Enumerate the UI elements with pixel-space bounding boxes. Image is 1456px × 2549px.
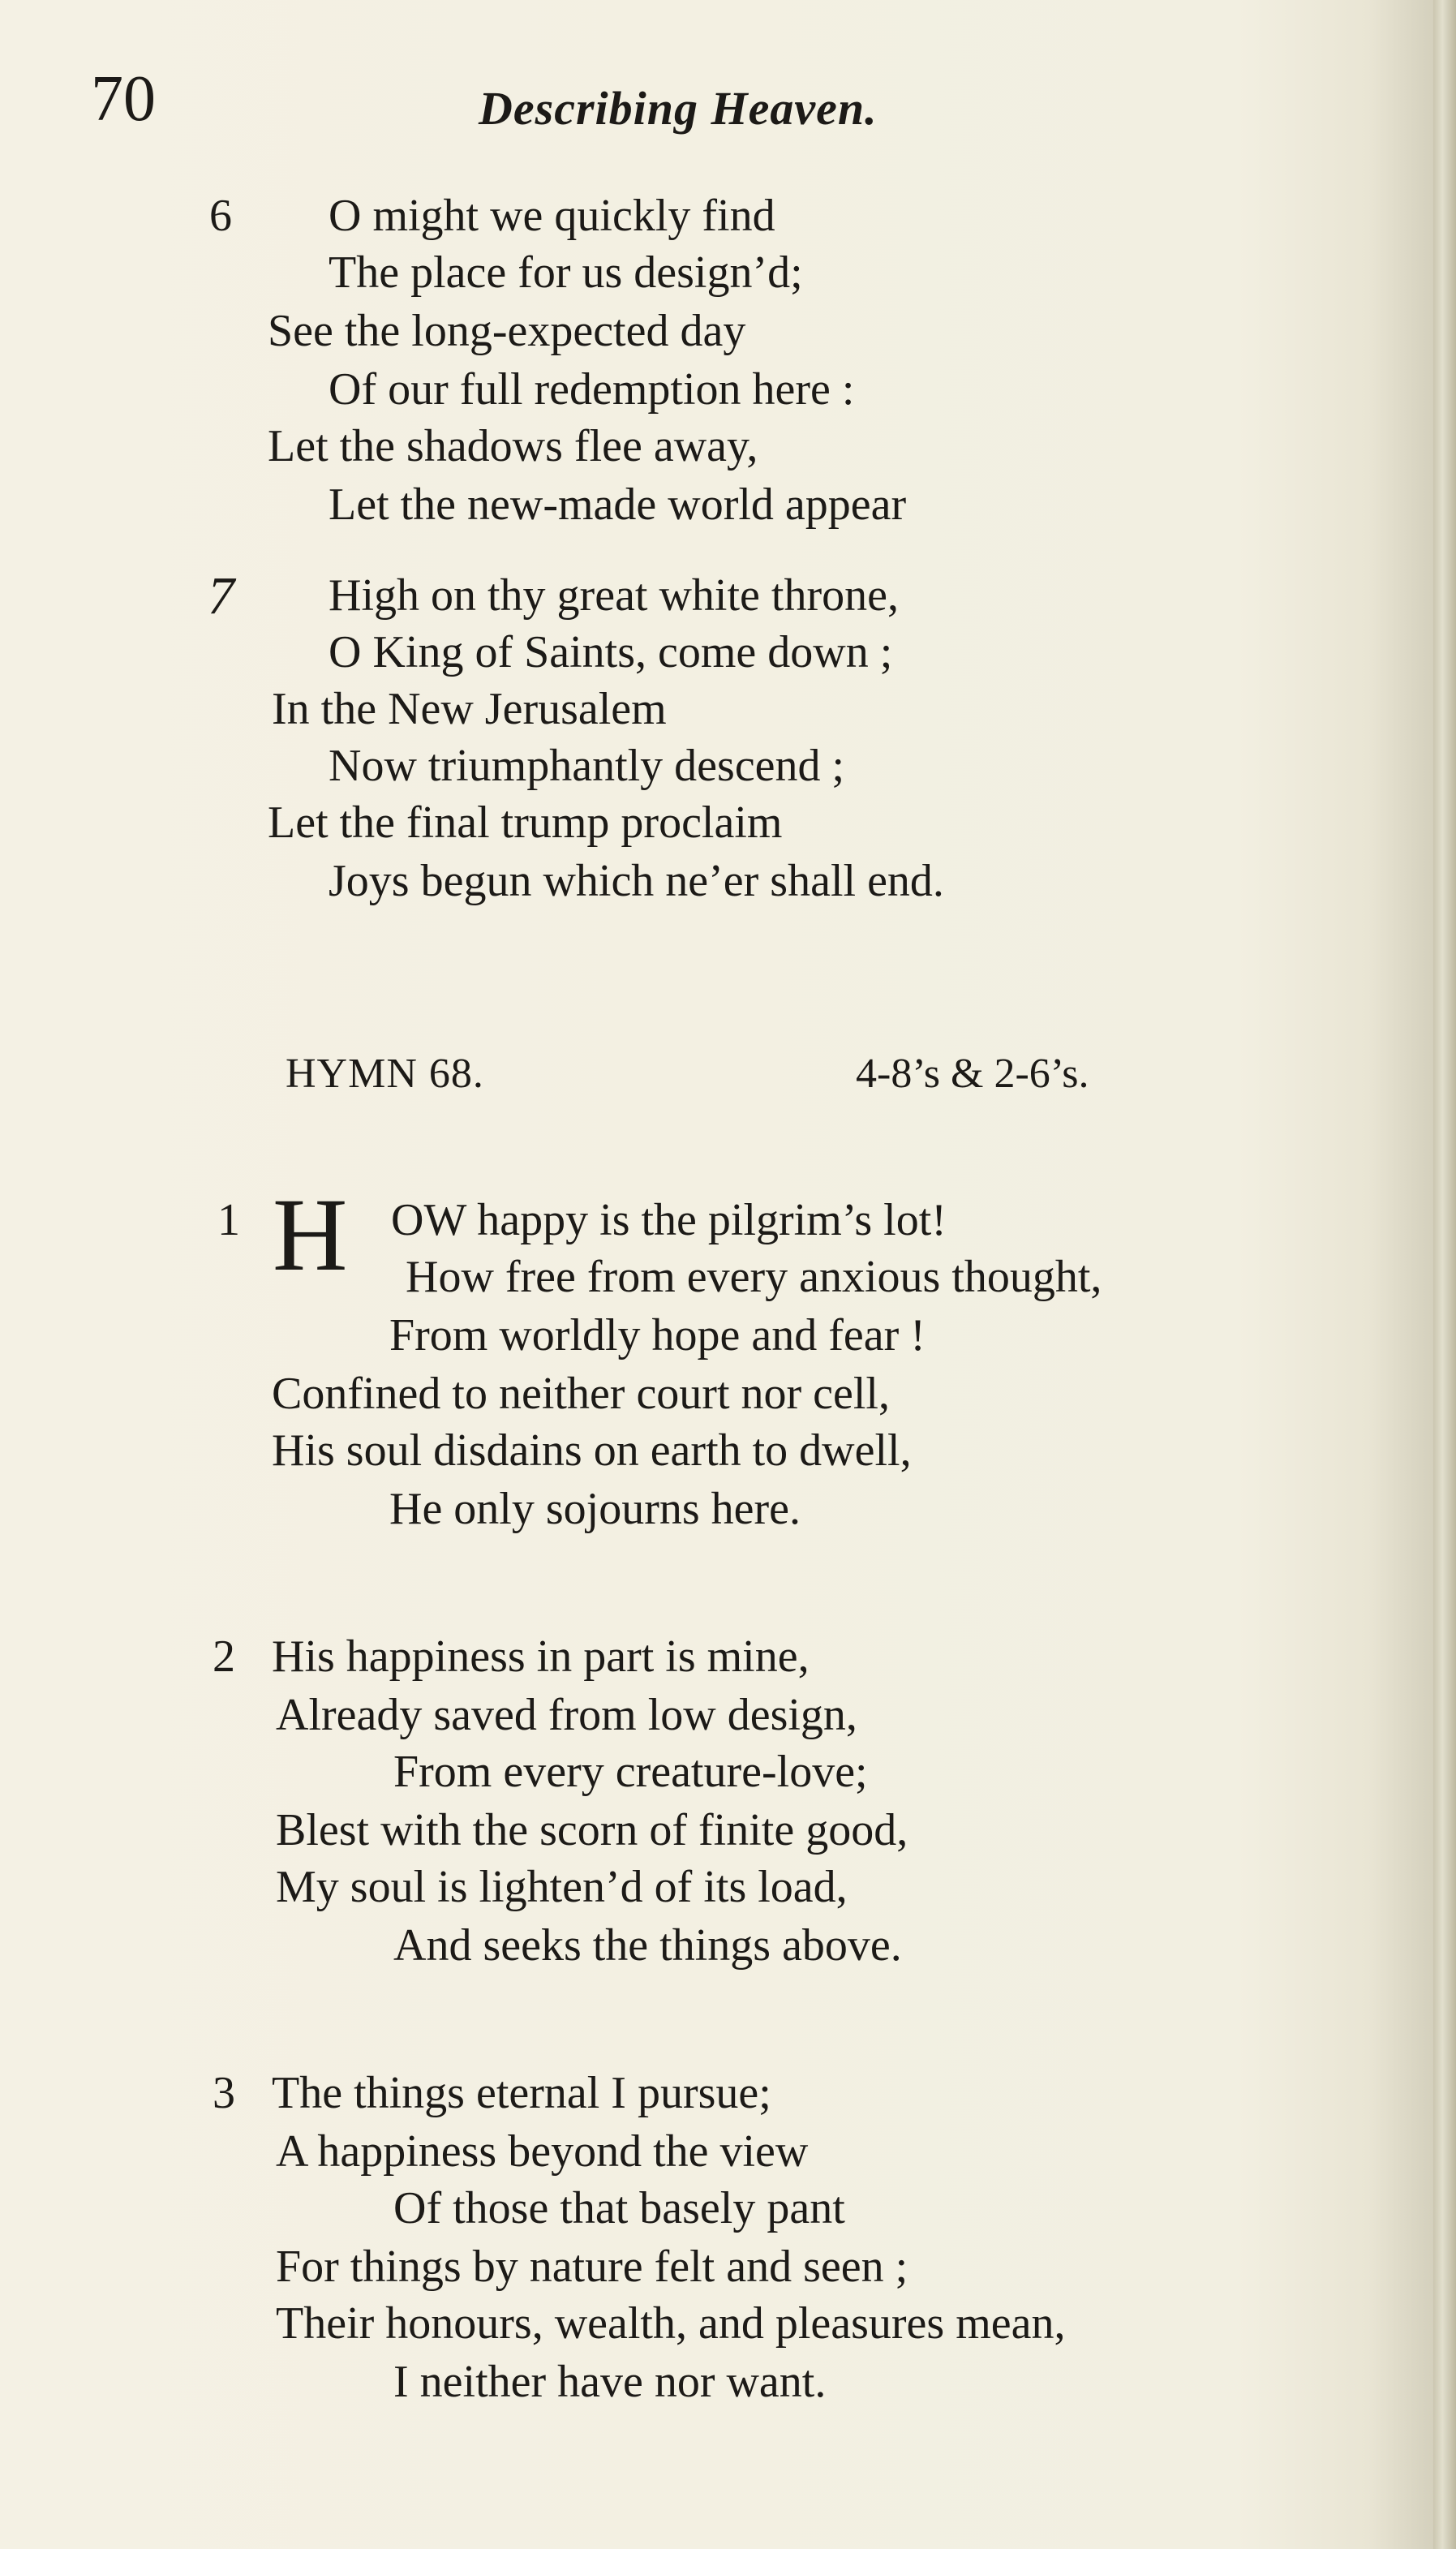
page-gutter-shadow [1433, 0, 1456, 2549]
verse-line: Blest with the scorn of finite good, [276, 1805, 908, 1855]
verse-line: O King of Saints, come down ; [329, 627, 893, 677]
verse-line: His soul disdains on earth to dwell, [272, 1425, 912, 1476]
hymn-meter: 4-8’s & 2-6’s. [856, 1051, 1089, 1097]
verse-line: The things eternal I pursue; [272, 2068, 771, 2118]
verse-line: Confined to neither court nor cell, [272, 1369, 890, 1419]
verse-line: O might we quickly find [329, 191, 775, 241]
verse-line: How free from every anxious thought, [406, 1252, 1102, 1302]
verse-number: 7 [208, 566, 234, 625]
verse-number: 3 [213, 2068, 235, 2118]
verse-line: The place for us design’d; [329, 247, 803, 298]
verse-line: Now triumphantly descend ; [329, 741, 845, 791]
verse-line: My soul is lighten’d of its load, [276, 1862, 848, 1912]
running-head: Describing Heaven. [479, 82, 878, 135]
verse-line: High on thy great white throne, [329, 570, 899, 621]
verse-line: In the New Jerusalem [272, 684, 667, 734]
verse-line: See the long-expected day [268, 306, 746, 356]
verse-line: I neither have nor want. [393, 2357, 827, 2407]
verse-line: He only sojourns here. [389, 1484, 801, 1534]
verse-line: Let the final trump proclaim [268, 797, 783, 848]
verse-line: His happiness in part is mine, [272, 1631, 810, 1682]
verse-line: Of our full redemption here : [329, 364, 855, 415]
verse-line: Of those that basely pant [393, 2183, 845, 2233]
verse-line: Joys begun which ne’er shall end. [329, 856, 944, 906]
hymn-title: HYMN 68. [286, 1051, 484, 1097]
drop-cap-initial: H [273, 1177, 348, 1292]
verse-line: From worldly hope and fear ! [389, 1310, 926, 1360]
verse-line: Let the new-made world appear [329, 479, 907, 530]
page-number: 70 [91, 63, 156, 135]
verse-line: Already saved from low design, [276, 1690, 857, 1740]
verse-line: Let the shadows flee away, [268, 421, 758, 471]
verse-line: Their honours, wealth, and pleasures mean, [276, 2298, 1066, 2349]
verse-number: 1 [217, 1195, 240, 1245]
verse-number: 2 [213, 1631, 235, 1682]
verse-line: For things by nature felt and seen ; [276, 2242, 908, 2292]
verse-number: 6 [209, 191, 232, 241]
verse-line: And seeks the things above. [393, 1920, 902, 1971]
verse-first-line: OW happy is the pilgrim’s lot! [391, 1195, 947, 1245]
verse-line: A happiness beyond the view [276, 2126, 809, 2177]
verse-line: From every creature-love; [393, 1747, 868, 1797]
